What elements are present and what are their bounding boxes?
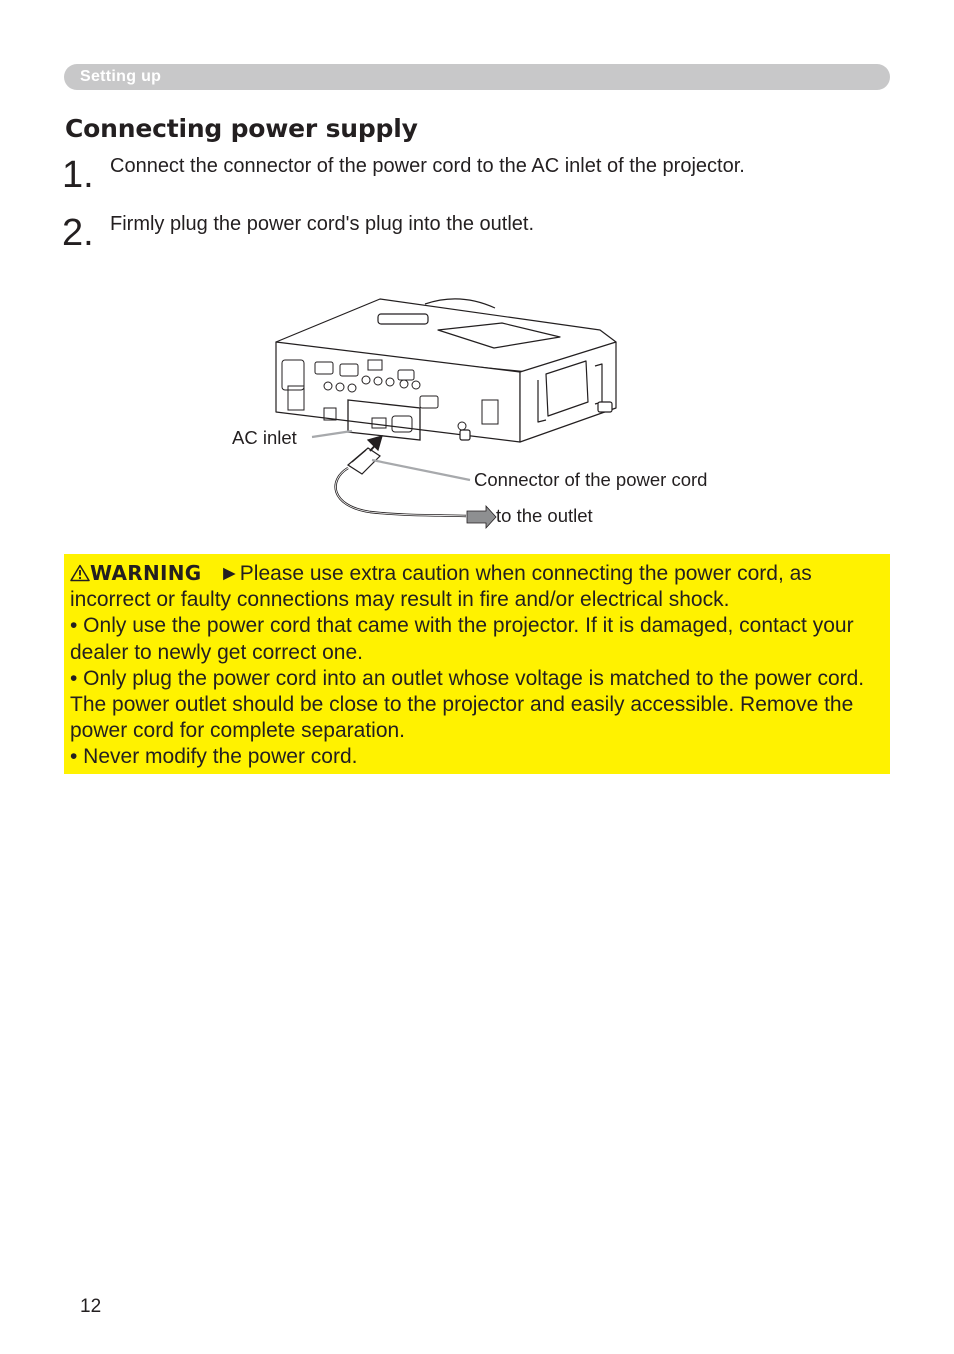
projector-power-diagram — [220, 290, 740, 530]
warning-heading — [70, 562, 201, 585]
warning-text — [70, 560, 886, 771]
outlet-label: to the outlet — [496, 505, 593, 526]
page-number: 12 — [80, 1296, 102, 1317]
ac-inlet-leader-line — [312, 431, 352, 437]
connector-leader-line — [372, 460, 470, 480]
step-1-text: Connect the connector of the power cord to the AC inlet of the projector. — [110, 155, 745, 177]
warning-box — [64, 554, 890, 774]
ac-inlet-label: AC inlet — [232, 427, 297, 448]
warning-intro: ►Please use extra caution when connecting the power cord, as incorrect or faulty connections may result in fire and/or electrical shock. — [70, 562, 812, 612]
step-2-text: Firmly plug the power cord's plug into the outlet. — [110, 213, 535, 235]
warning-bullet: • Never modify the power cord. — [70, 745, 358, 769]
warning-triangle-icon — [70, 564, 90, 582]
outlet-arrow-icon — [467, 506, 496, 528]
step-1-number: 1. — [62, 154, 94, 196]
warning-bullet: • Only plug the power cord into an outlet whose voltage is matched to the power cord. The power outlet should be close to the projector and easily accessible. Remove the power cord for complete separation. — [70, 666, 865, 743]
section-label: Setting up — [80, 68, 162, 85]
step-2-number: 2. — [62, 212, 94, 254]
page-title: Connecting power supply — [65, 114, 418, 143]
warning-bullet: • Only use the power cord that came with the projector. If it is damaged, contact your dealer to newly get correct one. — [70, 614, 854, 664]
warning-label: WARNING — [90, 561, 202, 585]
connector-label: Connector of the power cord — [474, 469, 708, 490]
section-header-bar — [64, 64, 890, 90]
